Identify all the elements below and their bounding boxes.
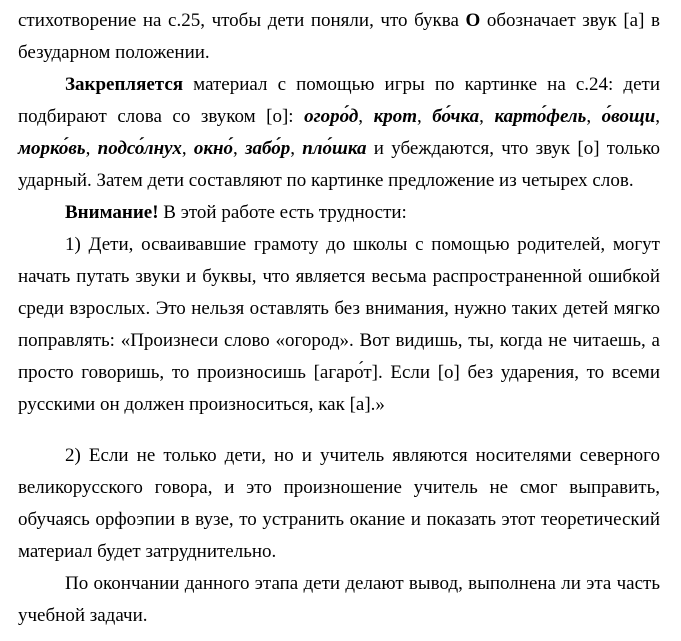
text-run: , [290,138,303,159]
text-run: , [181,138,194,159]
paragraph-continuation [18,5,660,69]
text-run-bold-italic: бо́чка [432,106,480,127]
text-run: , [586,106,602,127]
text-run-bold: О [465,10,481,31]
text-run: обозначает звук [а] в безударном положении. [18,10,660,63]
text-run-bold-italic: карто́фель [494,106,587,127]
paragraph-zakreplyaetsya [18,69,660,197]
text-run-bold-italic: крот [373,106,417,127]
text-run: материал с помощью игры по картинке на с.24: дети подбирают слова со звуком [о]: [18,74,660,127]
text-run-bold-italic: окно́ [193,138,234,159]
text-run-bold: Внимание! [65,202,159,223]
paragraph-vnimanie [18,197,660,229]
text-run: По окончании данного этапа дети делают вывод, выполнена ли эта часть учебной задачи. [18,573,660,626]
paragraph-item-2 [18,440,660,568]
text-run: , [417,106,433,127]
text-run: стихотворение на с.25, чтобы дети поняли, что буква [18,10,466,31]
text-run: , [479,106,495,127]
text-run-bold-italic: забо́р [245,138,291,159]
text-run: и убеждаются, что звук [о] только ударный. Затем дети составляют по картинке предложение из четырех слов. [18,138,661,191]
text-run: , [233,138,246,159]
text-run: В этой работе есть трудности: [158,202,407,223]
text-run-bold-italic: о́вощи [601,106,656,127]
text-run: , [358,106,374,127]
text-run-bold: Закрепляется [65,74,184,95]
text-run-bold-italic: морко́вь [18,138,86,159]
text-run: 1) Дети, осваивавшие грамоту до школы с помощью родителей, могут начать путать звуки и буквы, что является весьма распространенной ошибкой среди взрослых. Это нельзя оставлять без внимания, нужно таких детей мягко поправлять: «Произнеси слово «огород». Вот видишь, ты, когда не читаешь, а просто говоришь, то произносишь [агаро́т]. Если [о] без ударения, то всеми русскими он должен произноситься, как [а].» [18,234,660,415]
text-run-bold-italic: пло́шка [302,138,367,159]
text-run: 2) Если не только дети, но и учитель являются носителями северного великорусского говора, и это произношение учитель не смог выправить, обучаясь орфоэпии в вузе, то устранить окание и показать этот теоретический материал будет затруднительно. [18,445,660,562]
paragraph-item-1 [18,229,660,421]
paragraph-conclusion [18,568,660,632]
text-run-bold-italic: подсо́лнух [97,138,182,159]
text-run-bold-italic: огоро́д [304,106,359,127]
text-run: , [85,138,98,159]
text-run: , [655,106,661,127]
